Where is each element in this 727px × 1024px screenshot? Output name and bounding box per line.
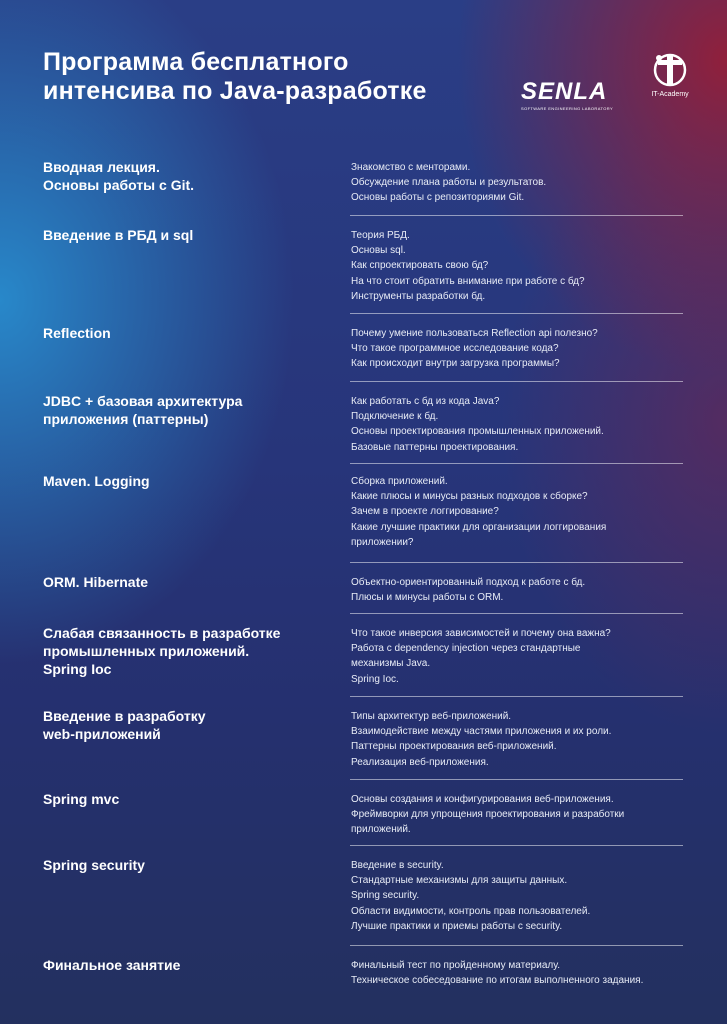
program-description-line: Финальный тест по пройденному материалу.	[351, 960, 560, 971]
program-topic-line: Финальное занятие	[43, 957, 181, 973]
program-description-line: На что стоит обратить внимание при работе с бд?	[351, 275, 585, 287]
program-topic-line: Spring mvc	[43, 791, 120, 807]
program-description-line: Основы создания и конфигурирования веб-приложения.	[351, 794, 614, 805]
row-divider	[350, 779, 683, 780]
program-description	[351, 575, 691, 605]
program-topic	[43, 324, 323, 342]
program-topic-line: ORM. Hibernate	[43, 574, 149, 590]
row-divider	[350, 313, 683, 314]
program-description	[351, 228, 691, 304]
program-description-line: Обсуждение плана работы и результатов.	[351, 177, 547, 189]
program-description-line: Базовые паттерны проектирования.	[351, 441, 519, 453]
it-academy-logo	[645, 52, 695, 98]
program-description-line: Подключение к бд.	[351, 411, 439, 423]
senla-logo-tagline: SOFTWARE ENGINEERING LABORATORY	[521, 106, 614, 111]
program-topic-line: Maven. Logging	[43, 473, 150, 489]
program-description-line: механизмы Java.	[351, 658, 431, 670]
program-description	[351, 474, 691, 550]
program-topic-line: JDBC + базовая архитектура	[43, 393, 243, 409]
program-description-line: Техническое собеседование по итогам выполненного задания.	[351, 975, 644, 987]
program-description-line: Лучшие практики и приемы работы с security.	[351, 920, 563, 932]
program-description-line: Инструменты разработки бд.	[351, 290, 486, 302]
program-topic	[43, 624, 323, 678]
program-description-line: Как работать с бд из кода Java?	[351, 396, 500, 407]
program-topic	[43, 707, 323, 743]
program-description-line: Как происходит внутри загрузка программы?	[351, 358, 560, 370]
program-topic-line: промышленных приложений.	[43, 643, 250, 659]
program-description-line: Что такое программное исследование кода?	[351, 343, 559, 355]
program-topic	[43, 392, 323, 428]
program-description-line: Какие лучшие практики для организации логгирования	[351, 521, 607, 533]
program-description-line: Стандартные механизмы для защиты данных.	[351, 875, 568, 887]
program-topic-line: Введение в РБД и sql	[43, 227, 194, 243]
program-description-line: Как спроектировать свою бд?	[351, 260, 489, 272]
senla-logo	[521, 80, 623, 111]
program-description	[351, 326, 691, 372]
senla-logo-name: SENLA	[521, 78, 608, 105]
program-description-line: Основы sql.	[351, 245, 406, 257]
program-topic-line: Reflection	[43, 325, 111, 341]
program-description-line: Spring security.	[351, 890, 420, 902]
program-description-line: Основы проектирования промышленных приложений.	[351, 426, 604, 438]
program-topic-line: Основы работы с Git.	[43, 177, 195, 193]
program-topic-line: Введение в разработку	[43, 708, 206, 724]
program-topic-line: Spring Ioc	[43, 661, 112, 677]
program-description-line: Почему умение пользоваться Reflection api полезно?	[351, 328, 598, 339]
program-topic-line: приложения (паттерны)	[43, 411, 209, 427]
program-description-line: Сборка приложений.	[351, 476, 448, 487]
it-academy-caption: IT-Academy	[651, 91, 689, 98]
program-description-line: Паттерны проектирования веб-приложений.	[351, 741, 557, 753]
program-description-line: Введение в security.	[351, 860, 444, 871]
program-topic	[43, 790, 323, 808]
program-topic	[43, 573, 323, 591]
program-description	[351, 394, 691, 455]
program-topic-line: web-приложений	[43, 726, 161, 742]
program-description-line: Области видимости, контроль прав пользователей.	[351, 905, 591, 917]
program-description	[351, 792, 691, 838]
program-description	[351, 160, 691, 206]
program-topic	[43, 856, 323, 874]
program-description-line: Объектно-ориентированный подход к работе с бд.	[351, 577, 586, 588]
program-description	[351, 709, 691, 770]
row-divider	[350, 215, 683, 216]
program-description-line: Работа с dependency injection через стандартные	[351, 643, 581, 655]
program-description-line: приложений.	[351, 824, 411, 836]
program-description	[351, 626, 691, 687]
title-line: Программа бесплатного	[43, 48, 349, 76]
it-academy-icon	[653, 52, 687, 88]
row-divider	[350, 381, 683, 382]
program-topic	[43, 472, 323, 490]
program-description-line: Основы работы с репозиториями Git.	[351, 192, 525, 204]
row-divider	[350, 845, 683, 846]
program-description-line: Знакомство с менторами.	[351, 162, 471, 173]
program-description-line: Зачем в проекте логгирование?	[351, 506, 499, 518]
program-topic-line: Слабая связанность в разработке	[43, 625, 281, 641]
program-description-line: Плюсы и минусы работы с ORM.	[351, 592, 504, 604]
title-line: интенсива по Java-разработке	[43, 77, 427, 105]
program-description-line: Фреймворки для упрощения проектирования и разработки	[351, 809, 625, 821]
row-divider	[350, 945, 683, 946]
program-topic	[43, 158, 323, 194]
program-description-line: Что такое инверсия зависимостей и почему она важна?	[351, 628, 611, 639]
program-description-line: Какие плюсы и минусы разных подходов к сборке?	[351, 491, 588, 503]
program-description-line: Spring Ioc.	[351, 673, 399, 685]
program-topic-line: Вводная лекция.	[43, 159, 160, 175]
program-description-line: приложении?	[351, 536, 414, 548]
program-description-line: Реализация веб-приложения.	[351, 756, 489, 768]
row-divider	[350, 696, 683, 697]
program-description	[351, 858, 691, 934]
program-description	[351, 958, 691, 988]
program-topic-line: Spring security	[43, 857, 145, 873]
program-description-line: Типы архитектур веб-приложений.	[351, 711, 512, 722]
row-divider	[350, 613, 683, 614]
program-description-line: Взаимодействие между частями приложения и их роли.	[351, 726, 612, 738]
program-description-line: Теория РБД.	[351, 230, 410, 241]
row-divider	[350, 562, 683, 563]
program-topic	[43, 956, 323, 974]
row-divider	[350, 463, 683, 464]
program-topic	[43, 226, 323, 244]
page-title	[43, 48, 503, 106]
